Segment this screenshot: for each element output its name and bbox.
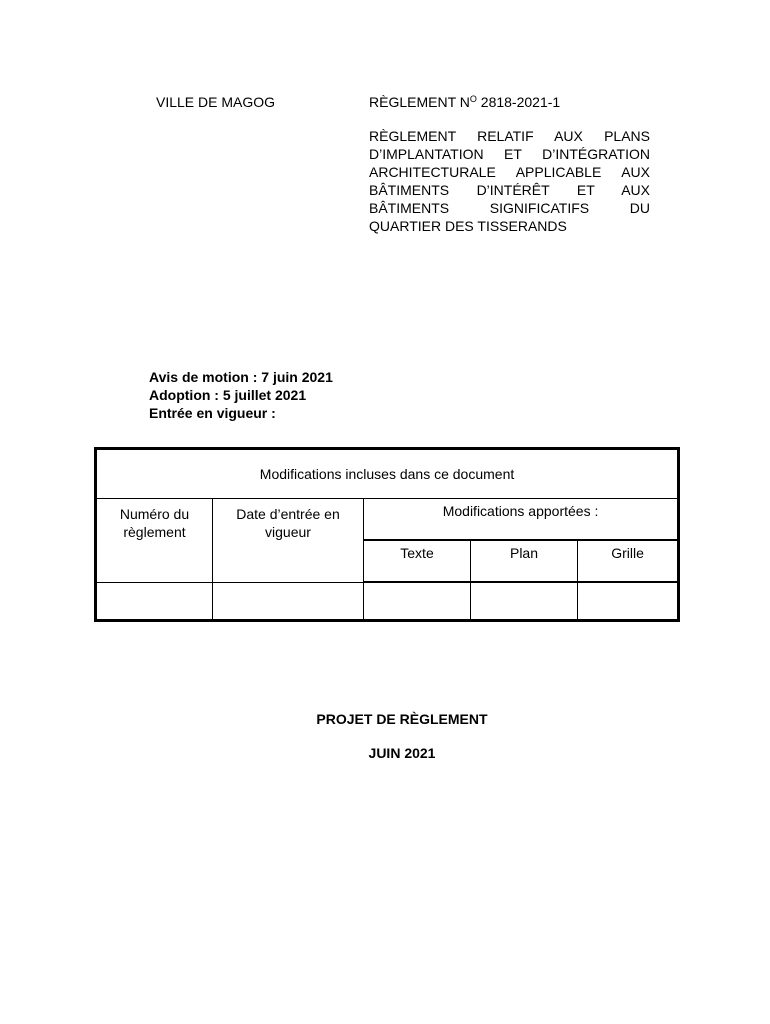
adoption-dates (149, 368, 333, 422)
regulation-superscript: O (469, 94, 477, 104)
header-changes: Modifications apportées : (364, 499, 679, 541)
cell-plan (471, 582, 578, 621)
motion-date: Avis de motion : 7 juin 2021 (149, 369, 333, 385)
header-plan: Plan (471, 540, 578, 582)
effective-date: Entrée en vigueur : (149, 405, 276, 421)
regulation-number-value: 2818-2021-1 (476, 94, 561, 110)
cell-grid (578, 582, 679, 621)
city-name: VILLE DE MAGOG (156, 94, 276, 110)
regulation-prefix: RÈGLEMENT N (369, 94, 470, 110)
cell-effective-date (213, 582, 364, 621)
table-caption: Modifications incluses dans ce document (96, 449, 679, 499)
regulation-title: RÈGLEMENT RELATIF AUX PLANS D’IMPLANTATION ET D’INTÉGRATION ARCHITECTURALE APPLICABLE AUX BÂTIMENTS D’INTÉRÊT ET AUX BÂTIMENTS SIGNIFICATIFS DU QUARTIER DES TISSERANDS (369, 128, 650, 234)
header-text: Texte (364, 540, 471, 582)
cell-regulation-number (96, 582, 213, 621)
regulation-number (369, 94, 560, 110)
document-status: PROJET DE RÈGLEMENT (316, 711, 488, 727)
header-effective-date-label: Date d’entrée en vigueur (236, 506, 340, 540)
table-row (96, 582, 679, 621)
adoption-date: Adoption : 5 juillet 2021 (149, 387, 307, 403)
header-grid: Grille (578, 540, 679, 582)
header-regulation-number (96, 499, 213, 583)
header-effective-date (213, 499, 364, 583)
modifications-table (94, 447, 680, 622)
document-date: JUIN 2021 (368, 745, 436, 761)
cell-text (364, 582, 471, 621)
header-regulation-number-label: Numéro du règlement (119, 506, 190, 540)
